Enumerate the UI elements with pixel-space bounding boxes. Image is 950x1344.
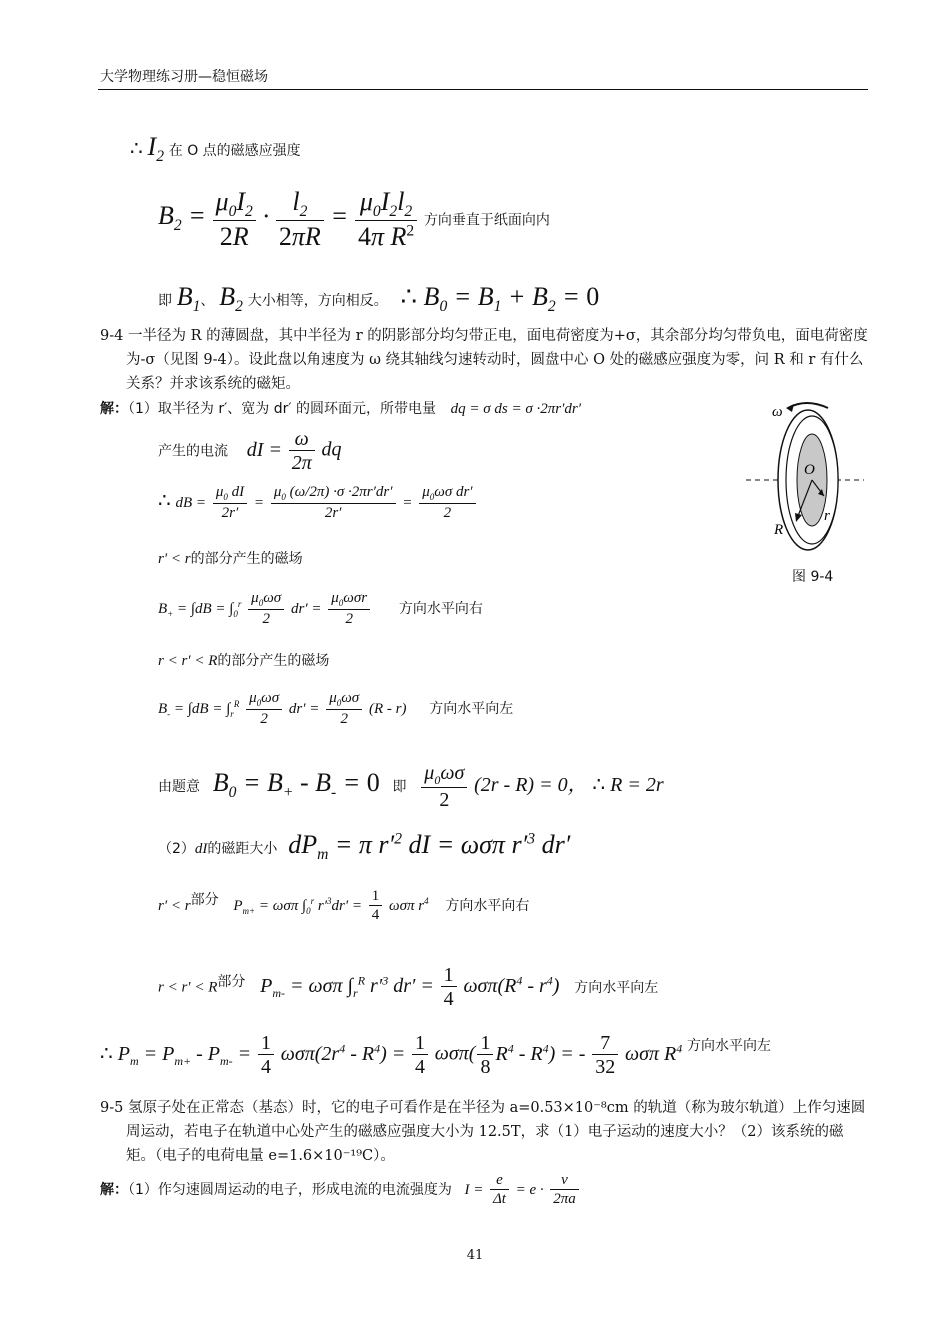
solution-9-4-line1: 解：（1）取半径为 r′、宽为 dr′ 的圆环面元，所带电量 dq = σ ds = σ ·2πr′dr′ bbox=[100, 401, 582, 417]
formula-pm-total: ∴ $P_m = P_{m+} - P_{m-}$ = $\frac{1}{4}$ $\omega\sigma\pi(2r^4 - R^4)$ = $\frac{1}{4}$ ωσπ( $\frac{1}{8}$ $R^4 - R^4$) = - $\frac{7}{32}$ ωσπ $R^4$ 方向水平向左 bbox=[100, 1032, 771, 1078]
formula-b-plus: $B_+ = \int dB = \int_0^r$ $\frac{\mu_0\omega\sigma}{2}$ dr′ = $\frac{\mu_0\omega\sigma r}{2}$ 方向水平向右 bbox=[158, 590, 483, 627]
line-current: 产生的电流 dI = $\frac{\omega}{2\pi}$ dq bbox=[158, 428, 342, 474]
figure-caption: 图 9-4 bbox=[792, 569, 834, 585]
page-number: 41 bbox=[466, 1248, 484, 1263]
problem-9-4: 9-4 一半径为 R 的薄圆盘，其中半径为 r 的阴影部分均匀带正电，面电荷密度为+σ，其余部分均匀带负电，面电荷密度为-σ（见图 9-4）。设此盘以角速度为 ω 绕其轴线匀速转动时，圆盘中心 O 处的磁感应强度为零，问 R 和 r 有什么关系？并求该系统的磁矩。 bbox=[100, 328, 868, 392]
figure-9-4 bbox=[740, 398, 870, 598]
disk-diagram bbox=[740, 398, 870, 568]
page-header: 大学物理练习册—稳恒磁场 bbox=[100, 69, 268, 85]
solution-9-5-line1: 解：（1）作匀速圆周运动的电子，形成电流的电流强度为 I = $\frac{e}{\Delta t}$ = e · $\frac{v}{2\pi a}$ bbox=[100, 1172, 581, 1208]
formula-pm-plus: r′ < r部分 $P_{m+} = \omega\sigma\pi$ $\int_0^r$ $r'^3dr'$ = $\frac{1}{4}$ ωσπ $r^4$ 方向水平向右 bbox=[158, 888, 530, 923]
line-moment: （2）dI的磁距大小 $dP_m = \pi$ $r'^2$ dI = ωσπ $r'^3$ dr′ bbox=[158, 830, 571, 864]
line-r-out: r < r′ < R的部分产生的磁场 bbox=[158, 653, 330, 669]
line-b-equal: 即 $B_1$、 $B_2$ 大小相等，方向相反。 ∴ $B_0 = B_1 + B_2 = 0$ bbox=[158, 282, 600, 316]
formula-b-minus: $B_- = \int dB = \int_r^R$ $\frac{\mu_0\omega\sigma}{2}$ dr′ = $\frac{\mu_0\omega\sigma}{2}$ (R - r) 方向水平向左 bbox=[158, 690, 514, 727]
problem-9-5: 9-5 氢原子处在正常态（基态）时，它的电子可看作是在半径为 a=0.53×10⁻⁸cm 的轨道（称为玻尔轨道）上作匀速圆周运动，若电子在轨道中心处产生的磁感应强度大小为 12.5T，求（1）电子运动的速度大小？（2）该系统的磁矩。（电子的电荷电量 e=1.6×10⁻¹⁹C）。 bbox=[100, 1100, 866, 1164]
line-r-in: r′ < r的部分产生的磁场 bbox=[158, 551, 303, 567]
line-condition: 由题意 $B_0 = B_+ - B_- = 0$ 即 $\frac{\mu_0\omega\sigma}{2}$ (2r - R) = 0， ∴ R = 2r bbox=[158, 762, 664, 812]
header-rule bbox=[98, 89, 868, 90]
formula-pm-minus: r < r′ < R部分 $P_{m-} = \omega\sigma\pi$ $\int_r^R$ $r'^3$ dr′ = $\frac{1}{4}$ $\omega\sigma\pi(R^4 - r^4)$ 方向水平向左 bbox=[158, 964, 659, 1010]
outer-radius-label: R bbox=[774, 522, 784, 538]
formula-db: ∴ dB = $\frac{\mu_0 dI}{2r'}$ = $\frac{\mu_0 (\omega/2\pi) \cdot\sigma \cdot 2\pi r'dr'}{2r'}$ = $\frac{\mu_0\omega\sigma dr'}{2}$ bbox=[158, 484, 478, 522]
omega-label: ω bbox=[772, 404, 783, 420]
line-i2: ∴ $I_2$ 在 O 点的磁感应强度 bbox=[130, 132, 301, 166]
center-label: O bbox=[804, 462, 815, 478]
inner-radius-label: r bbox=[824, 508, 830, 524]
formula-b2: $B_2$ = $\frac{\mu_0I_2}{2R}$ · $\frac{l_2}{2\pi R}$ = $\frac{\mu_0I_2l_2}{4\pi R^2}$ 方向垂直于纸面向内 bbox=[158, 187, 550, 252]
